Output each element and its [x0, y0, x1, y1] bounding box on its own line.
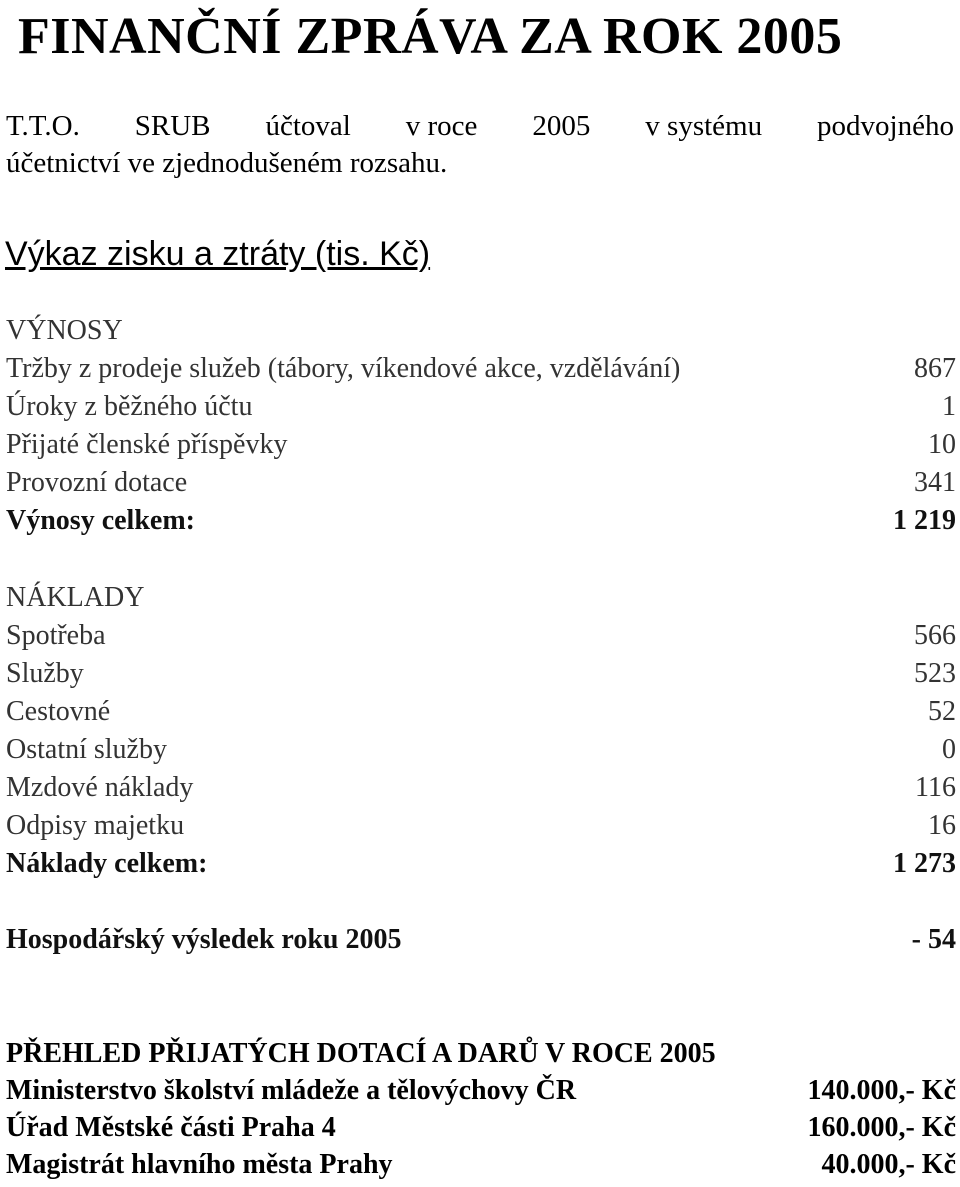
costs-total-value: 1 273 — [893, 848, 956, 879]
cost-value: 116 — [915, 772, 956, 803]
cost-row — [6, 655, 956, 693]
revenue-value: 341 — [914, 467, 956, 498]
revenue-row — [6, 388, 956, 426]
cost-row — [6, 769, 956, 807]
cost-row — [6, 693, 956, 731]
grants-heading: PŘEHLED PŘIJATÝCH DOTACÍ A DARŮ V ROCE 2005 — [6, 1038, 716, 1069]
cost-value: 52 — [928, 696, 956, 727]
costs-total-label: Náklady celkem: — [6, 848, 208, 879]
revenue-row — [6, 350, 956, 388]
grant-label: Ministerstvo školství mládeže a tělovýchovy ČR — [6, 1075, 577, 1106]
cost-row — [6, 807, 956, 845]
revenue-value: 1 — [942, 391, 956, 422]
cost-value: 566 — [914, 620, 956, 651]
revenues-heading: VÝNOSY — [6, 315, 123, 346]
cost-label: Spotřeba — [6, 620, 106, 651]
intro-word: v roce — [405, 110, 478, 142]
costs-total-row — [6, 845, 956, 883]
revenue-label: Provozní dotace — [6, 467, 188, 498]
cost-label: Ostatní služby — [6, 734, 167, 765]
cost-label: Cestovné — [6, 696, 111, 727]
revenue-label: Přijaté členské příspěvky — [6, 429, 288, 460]
grant-value: 140.000,- Kč — [807, 1075, 956, 1106]
statement-title: Výkaz zisku a ztráty (tis. Kč) — [5, 235, 431, 273]
result-value: - 54 — [911, 924, 956, 955]
cost-row — [6, 731, 956, 769]
revenue-label: Tržby z prodeje služeb (tábory, víkendové akce, vzdělávání) — [6, 353, 681, 384]
revenues-total-value: 1 219 — [893, 505, 956, 536]
intro-word: v systému — [645, 110, 763, 142]
cost-label: Mzdové náklady — [6, 772, 194, 803]
grants-section — [6, 1035, 956, 1183]
grant-label: Magistrát hlavního města Prahy — [6, 1149, 393, 1180]
costs-section — [6, 579, 956, 883]
intro-word: účtoval — [265, 110, 351, 142]
revenues-total-row — [6, 502, 956, 540]
grant-label: Úřad Městské části Praha 4 — [6, 1112, 336, 1143]
revenues-section — [6, 312, 956, 540]
revenue-row — [6, 464, 956, 502]
intro-line-1 — [6, 109, 954, 143]
cost-row — [6, 617, 956, 655]
cost-value: 523 — [914, 658, 956, 689]
document-title: FINANČNÍ ZPRÁVA ZA ROK 2005 — [18, 8, 843, 65]
revenues-total-label: Výnosy celkem: — [6, 505, 195, 536]
grant-value: 40.000,- Kč — [821, 1149, 956, 1180]
revenue-label: Úroky z běžného účtu — [6, 391, 253, 422]
cost-value: 0 — [942, 734, 956, 765]
cost-value: 16 — [928, 810, 956, 841]
cost-label: Odpisy majetku — [6, 810, 185, 841]
revenue-row — [6, 426, 956, 464]
grant-row — [6, 1109, 956, 1146]
cost-label: Služby — [6, 658, 84, 689]
intro-word: 2005 — [532, 110, 591, 142]
grant-row — [6, 1072, 956, 1109]
grant-value: 160.000,- Kč — [807, 1112, 956, 1143]
result-row — [6, 921, 956, 959]
costs-heading: NÁKLADY — [6, 582, 145, 613]
intro-word: podvojného — [817, 110, 954, 142]
revenue-value: 867 — [914, 353, 956, 384]
intro-word: SRUB — [134, 110, 211, 142]
intro-line-2: účetnictví ve zjednodušeném rozsahu. — [6, 147, 448, 179]
revenue-value: 10 — [928, 429, 956, 460]
result-section — [6, 921, 956, 959]
intro-word: T.T.O. — [6, 110, 80, 142]
grant-row — [6, 1146, 956, 1183]
result-label: Hospodářský výsledek roku 2005 — [6, 924, 402, 955]
